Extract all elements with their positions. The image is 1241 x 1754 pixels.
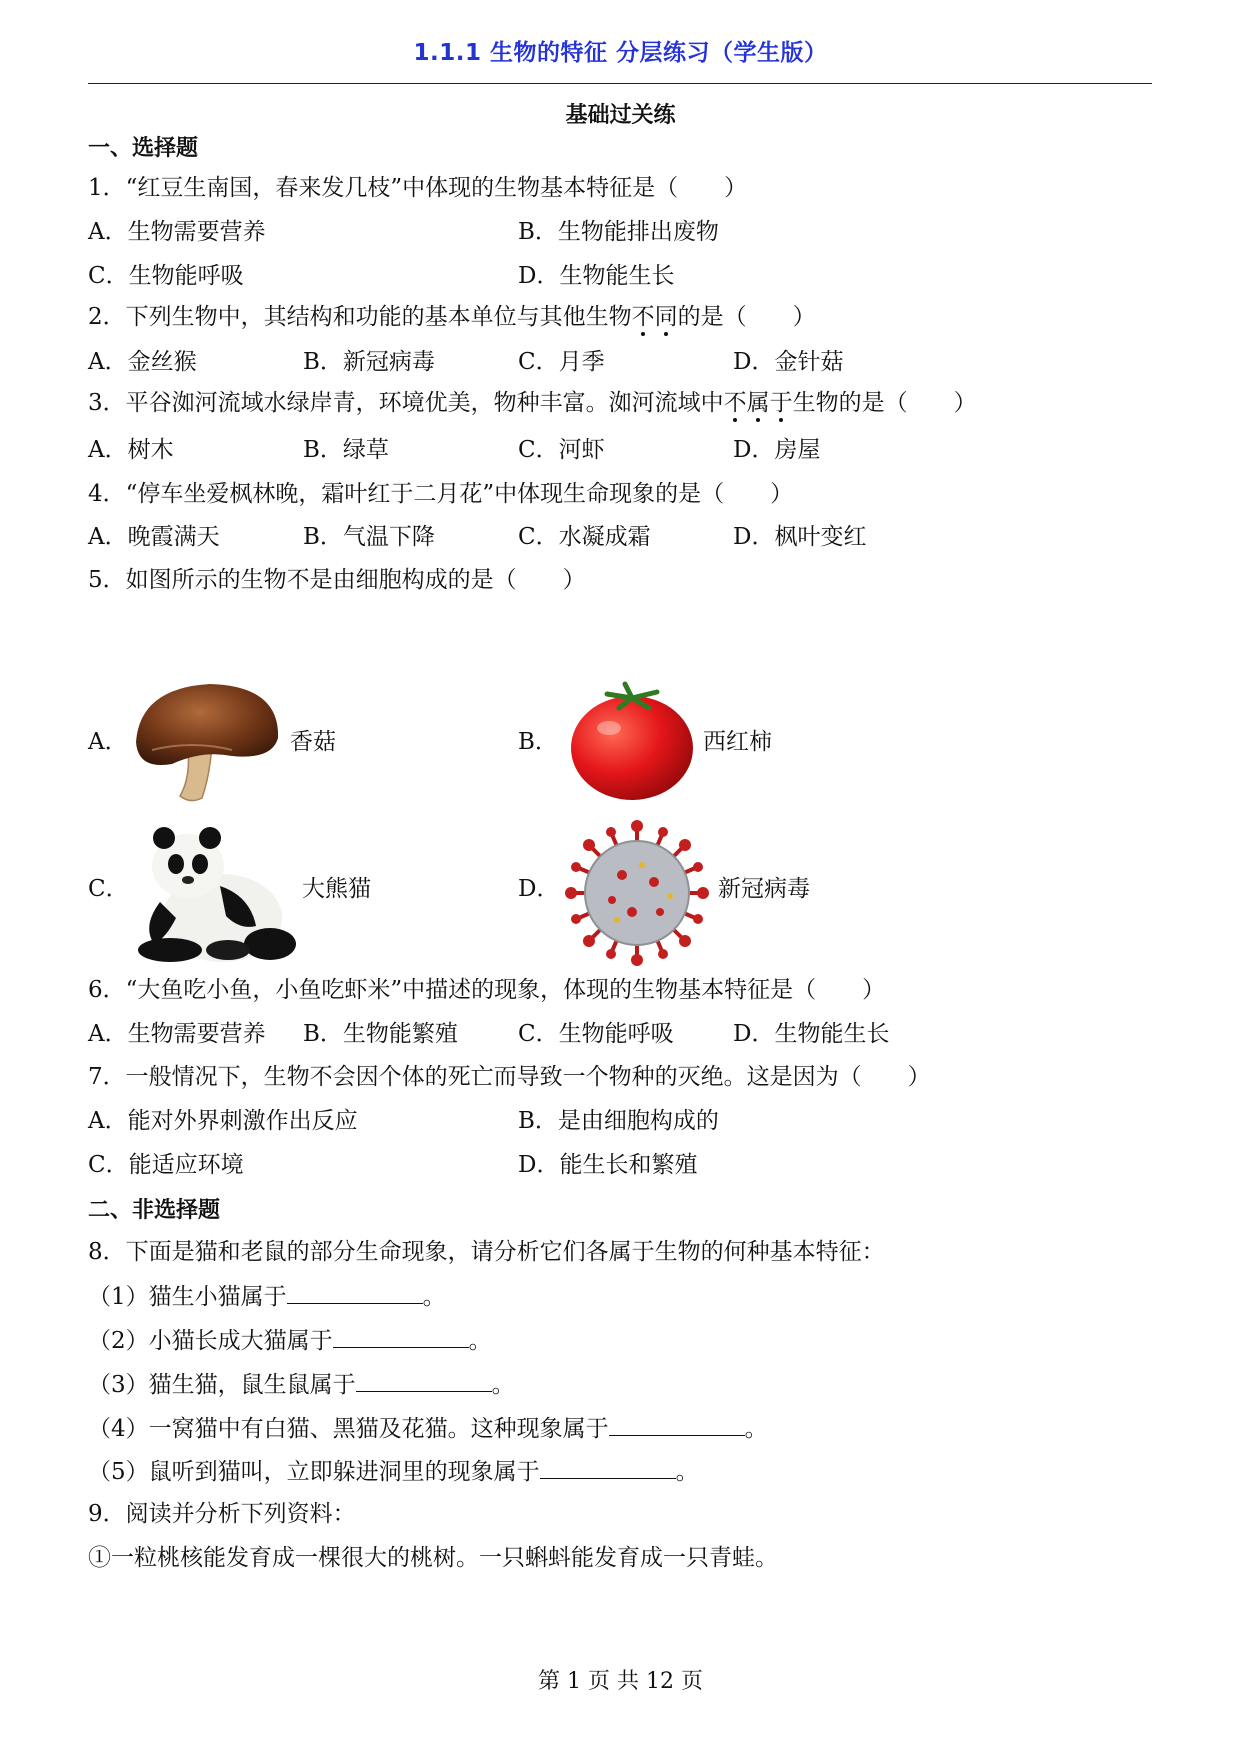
q1-option-a: A．生物需要营养 <box>88 219 266 245</box>
q1-option-d: D．生物能生长 <box>518 263 675 289</box>
q8-answer-blank-1[interactable] <box>287 1281 423 1304</box>
tomato-image <box>567 680 697 802</box>
q7-option-b: B．是由细胞构成的 <box>518 1108 719 1134</box>
q5-option-b-letter: B． <box>518 729 558 755</box>
q6-option-c: C．生物能呼吸 <box>518 1021 674 1047</box>
q8-sub-2-end: 。 <box>468 1328 492 1354</box>
part1-heading: 一、选择题 <box>88 136 199 161</box>
q8-answer-blank-4[interactable] <box>609 1413 745 1436</box>
q5-option-b-label: 西红柿 <box>703 729 772 755</box>
q8-answer-blank-3[interactable] <box>356 1369 492 1392</box>
q5-option-a-label: 香菇 <box>290 729 336 755</box>
q3-emphasis-2: 属 <box>746 390 770 416</box>
q3-option-d: D．房屋 <box>733 437 821 463</box>
q5-option-c-label: 大熊猫 <box>302 876 371 902</box>
q8-sub-4-text: （4）一窝猫中有白猫、黑猫及花猫。这种现象属于 <box>88 1416 609 1442</box>
q5-option-d-label: 新冠病毒 <box>718 876 810 902</box>
q8-sub-1 <box>88 1281 446 1312</box>
q8-sub-3-end: 。 <box>491 1372 515 1398</box>
q8-sub-1-text: （1）猫生小猫属于 <box>88 1284 287 1310</box>
q7-option-d: D．能生长和繁殖 <box>518 1152 698 1178</box>
q3-stem-after: 生物的是（ ） <box>792 390 977 416</box>
q4-option-b: B．气温下降 <box>303 524 435 550</box>
q4-option-a: A．晚霞满天 <box>88 524 220 550</box>
q8-answer-blank-2[interactable] <box>333 1325 469 1348</box>
q8-sub-2-text: （2）小猫长成大猫属于 <box>88 1328 333 1354</box>
q9-material-1: ①一粒桃核能发育成一棵很大的桃树。一只蝌蚪能发育成一只青蛙。 <box>88 1545 778 1571</box>
q2-option-a: A．金丝猴 <box>88 349 197 375</box>
q7-option-a: A．能对外界刺激作出反应 <box>88 1108 358 1134</box>
coronavirus-image <box>562 820 712 966</box>
q8-sub-3 <box>88 1369 515 1400</box>
q3-option-b: B．绿草 <box>303 437 389 463</box>
q8-sub-1-end: 。 <box>422 1284 446 1310</box>
q1-option-b: B．生物能排出废物 <box>518 219 719 245</box>
q3-option-c: C．河虾 <box>518 437 605 463</box>
q3-emphasis-1: 不 <box>723 390 747 416</box>
q8-stem: 8．下面是猫和老鼠的部分生命现象，请分析它们各属于生物的何种基本特征： <box>88 1239 885 1265</box>
q2-stem <box>88 302 816 332</box>
q2-option-d: D．金针菇 <box>733 349 844 375</box>
q6-option-b: B．生物能繁殖 <box>303 1021 458 1047</box>
q7-stem: 7．一般情况下，生物不会因个体的死亡而导致一个物种的灭绝。这是因为（ ） <box>88 1064 931 1090</box>
q8-sub-5-text: （5）鼠听到猫叫，立即躲进洞里的现象属于 <box>88 1459 540 1485</box>
q5-stem: 5．如图所示的生物不是由细胞构成的是（ ） <box>88 567 586 593</box>
q3-emphasis-3: 于 <box>769 390 793 416</box>
q2-emphasis-2: 同 <box>654 304 678 330</box>
q9-stem: 9．阅读并分析下列资料： <box>88 1501 356 1527</box>
header-divider <box>88 83 1152 84</box>
q5-option-a-letter: A． <box>88 729 128 755</box>
q6-option-d: D．生物能生长 <box>733 1021 890 1047</box>
q3-option-a: A．树木 <box>88 437 174 463</box>
q2-option-b: B．新冠病毒 <box>303 349 435 375</box>
q8-sub-4 <box>88 1413 768 1444</box>
q4-stem: 4．“停车坐爱枫林晚，霜叶红于二月花”中体现生命现象的是（ ） <box>88 481 794 507</box>
q4-option-d: D．枫叶变红 <box>733 524 867 550</box>
q3-stem-before: 3．平谷洳河流域水绿岸青，环境优美，物种丰富。洳河流域中 <box>88 390 724 416</box>
section-title: 基础过关练 <box>565 103 676 128</box>
document-title: 1.1.1 生物的特征 分层练习（学生版） <box>413 40 828 66</box>
q6-stem: 6．“大鱼吃小鱼，小鱼吃虾米”中描述的现象，体现的生物基本特征是（ ） <box>88 977 886 1003</box>
q5-option-c-letter: C． <box>88 876 129 902</box>
q8-sub-2 <box>88 1325 492 1356</box>
q8-sub-4-end: 。 <box>744 1416 768 1442</box>
q1-stem: 1．“红豆生南国，春来发几枝”中体现的生物基本特征是（ ） <box>88 175 748 201</box>
q2-stem-before: 2．下列生物中，其结构和功能的基本单位与其他生物 <box>88 304 632 330</box>
q8-answer-blank-5[interactable] <box>540 1456 676 1479</box>
q5-option-d-letter: D． <box>518 876 560 902</box>
q8-sub-5 <box>88 1456 699 1487</box>
panda-image <box>130 826 302 966</box>
q8-sub-3-text: （3）猫生猫，鼠生鼠属于 <box>88 1372 356 1398</box>
page-footer: 第 1 页 共 12 页 <box>538 1669 703 1694</box>
q7-option-c: C．能适应环境 <box>88 1152 244 1178</box>
q8-sub-5-end: 。 <box>675 1459 699 1485</box>
part2-heading: 二、非选择题 <box>88 1198 221 1223</box>
q4-option-c: C．水凝成霜 <box>518 524 651 550</box>
q2-stem-after: 的是（ ） <box>677 304 816 330</box>
q2-emphasis-1: 不 <box>631 304 655 330</box>
q2-option-c: C．月季 <box>518 349 605 375</box>
mushroom-image <box>132 680 282 805</box>
q1-option-c: C．生物能呼吸 <box>88 263 244 289</box>
q6-option-a: A．生物需要营养 <box>88 1021 266 1047</box>
q3-stem <box>88 388 977 418</box>
